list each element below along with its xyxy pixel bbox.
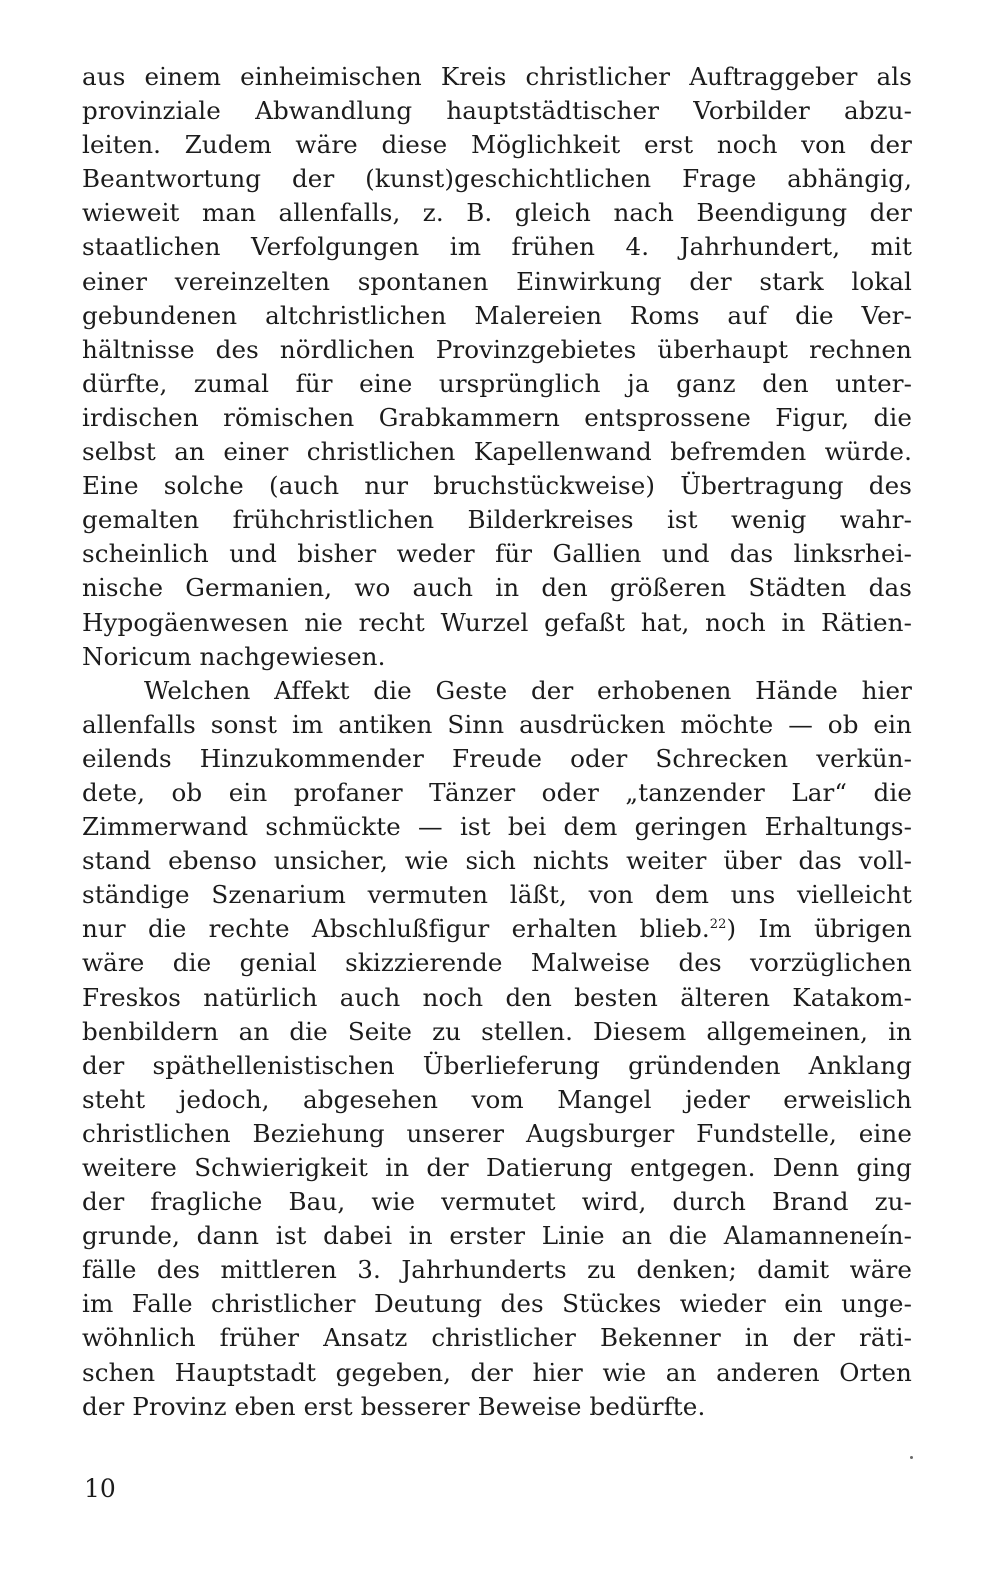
footnote-line-start: nur die rechte Abschlußfigur erhalten blieb. — [82, 914, 710, 944]
text-line: grunde, dann ist dabei in erster Linie an die Alamanneneín- — [82, 1221, 912, 1251]
text-line: gemalten frühchristlichen Bilderkreises ist wenig wahr- — [82, 505, 912, 535]
text-line: fälle des mittleren 3. Jahrhunderts zu denken; damit wäre — [82, 1255, 912, 1285]
text-line: eilends Hinzukommender Freude oder Schrecken verkün- — [82, 743, 912, 773]
text-line: gebundenen altchristlichen Malereien Roms auf die Ver- — [82, 300, 912, 330]
text-line: der Provinz eben erst besserer Beweise bedürfte. — [82, 1391, 706, 1421]
text-line: benbildern an die Seite zu stellen. Diesem allgemeinen, in — [82, 1016, 912, 1046]
text-line: dürfte, zumal für eine ursprünglich ja ganz den unter- — [82, 368, 912, 398]
text-line: leiten. Zudem wäre diese Möglichkeit erst noch von der — [82, 130, 912, 160]
text-line: der späthellenistischen Überlieferung gründenden Anklang — [82, 1050, 912, 1080]
text-line: nische Germanien, wo auch in den größeren Städten das — [82, 573, 912, 603]
text-line: scheinlich und bisher weder für Gallien und das linksrhei- — [82, 539, 912, 569]
text-line: selbst an einer christlichen Kapellenwand befremden würde. — [82, 437, 912, 467]
text-line: hältnisse des nördlichen Provinzgebietes überhaupt rechnen — [82, 334, 912, 364]
text-line: Hypogäenwesen nie recht Wurzel gefaßt hat, noch in Rätien- — [82, 607, 912, 637]
text-line: wöhnlich früher Ansatz christlicher Bekenner in der räti- — [82, 1323, 912, 1353]
page-number: 10 — [84, 1474, 116, 1503]
text-line: im Falle christlicher Deutung des Stückes wieder ein unge- — [82, 1289, 912, 1319]
text-line: Welchen Affekt die Geste der erhobenen Hände hier — [144, 675, 912, 705]
text-line: Freskos natürlich auch noch den besten älteren Katakom- — [82, 982, 912, 1012]
text-line: schen Hauptstadt gegeben, der hier wie an anderen Orten — [82, 1357, 912, 1387]
text-line: Eine solche (auch nur bruchstückweise) Übertragung des — [82, 471, 912, 501]
paragraph-2 — [82, 674, 912, 1424]
text-line: wäre die genial skizzierende Malweise des vorzüglichen — [82, 948, 912, 978]
text-line: Zimmerwand schmückte — ist bei dem geringen Erhaltungs- — [82, 812, 912, 842]
text-line: weitere Schwierigkeit in der Datierung entgegen. Denn ging — [82, 1153, 912, 1182]
text-line: ständige Szenarium vermuten läßt, von dem uns vielleicht — [82, 880, 912, 910]
scan-speck — [910, 1456, 913, 1459]
text-line: aus einem einheimischen Kreis christlicher Auftraggeber als — [82, 62, 912, 91]
text-line: einer vereinzelten spontanen Einwirkung der stark lokal — [82, 266, 912, 296]
text-line: dete, ob ein profaner Tänzer oder „tanzender Lar“ die — [82, 777, 912, 807]
footnote-text-line — [82, 912, 912, 946]
paragraph-1 — [82, 60, 912, 674]
text-line: staatlichen Verfolgungen im frühen 4. Jahrhundert, mit — [82, 232, 912, 262]
text-line: Beantwortung der (kunst)geschichtlichen Frage abhängig, — [82, 164, 912, 194]
text-line: provinziale Abwandlung hauptstädtischer Vorbilder abzu- — [82, 96, 912, 126]
footnote-reference: 22 — [709, 917, 727, 933]
body-text — [82, 60, 912, 1424]
text-line: wieweit man allenfalls, z. B. gleich nach Beendigung der — [82, 198, 912, 228]
text-line: Noricum nachgewiesen. — [82, 641, 386, 671]
text-line: steht jedoch, abgesehen vom Mangel jeder erweislich — [82, 1084, 912, 1114]
text-line: allenfalls sonst im antiken Sinn ausdrücken möchte — ob ein — [82, 709, 912, 739]
text-line: irdischen römischen Grabkammern entsprossene Figur, die — [82, 402, 912, 432]
footnote-line-end: ) Im übrigen — [726, 914, 912, 944]
text-line: christlichen Beziehung unserer Augsburger Fundstelle, eine — [82, 1118, 912, 1148]
text-line: stand ebenso unsicher, wie sich nichts weiter über das voll- — [82, 846, 912, 876]
text-line: der fragliche Bau, wie vermutet wird, durch Brand zu- — [82, 1187, 912, 1217]
